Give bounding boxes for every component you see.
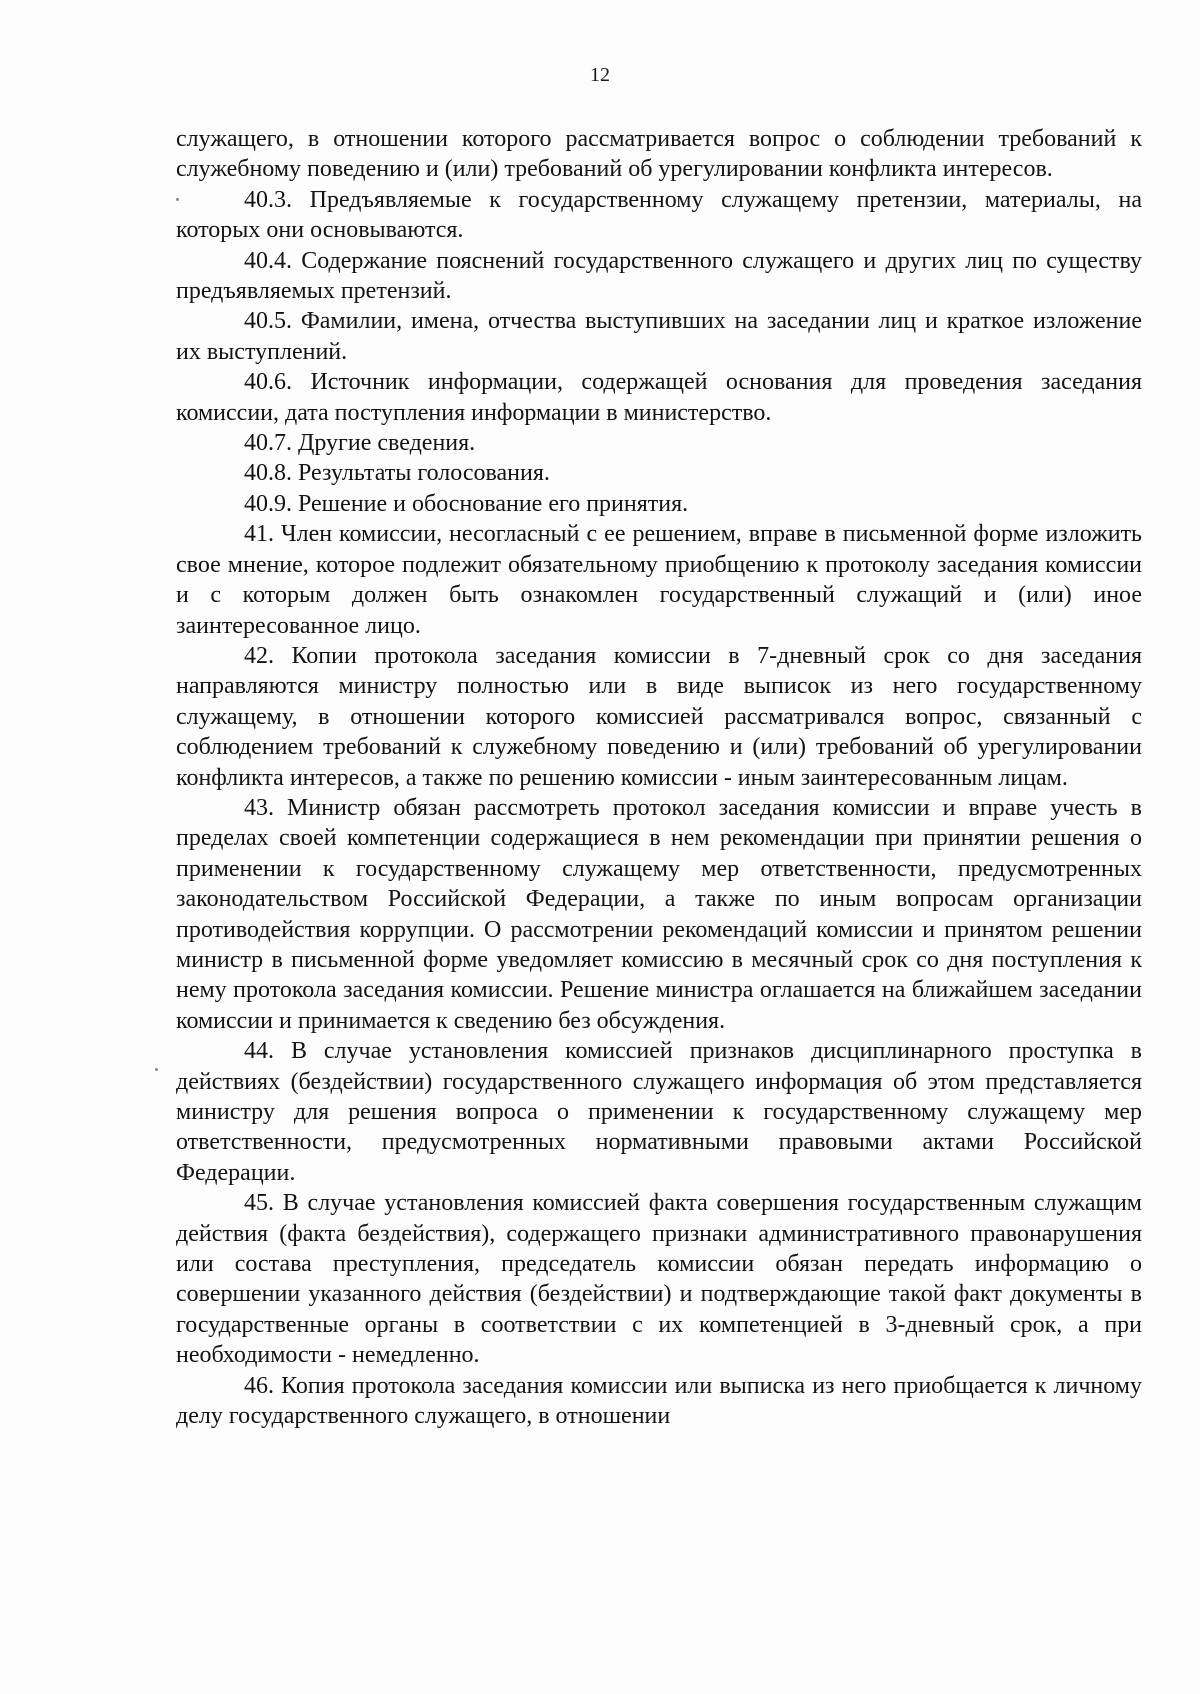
paragraph-continuation: служащего, в отношении которого рассматривается вопрос о соблюдении требований к служебному поведению и (или) требований об урегулировании конфликта интересов. — [176, 126, 1142, 183]
paragraph-41: 41. Член комиссии, несогласный с ее решением, вправе в письменной форме изложить свое мнение, которое подлежит обязательному приобщению к протоколу заседания комиссии и с которым должен быть ознакомлен государственный служащий и (или) иное заинтересованное лицо. — [176, 521, 1142, 639]
paragraph-46: 46. Копия протокола заседания комиссии или выписка из него приобщается к личному делу государственного служащего, в отношении — [176, 1372, 1142, 1430]
paragraph-40-7: 40.7. Другие сведения. — [244, 430, 476, 457]
paragraph-40-8: 40.8. Результаты голосования. — [244, 460, 550, 487]
document-body — [176, 124, 1142, 1431]
scan-speck — [176, 198, 179, 201]
paragraph-42: 42. Копии протокола заседания комиссии в 7-дневный срок со дня заседания направляются министру полностью или в виде выписок из него государственному служащему, в отношении которого комиссией рассматривался вопрос, связанный с соблюдением требований к служебному поведению и (или) требований об урегулировании конфликта интересов, а также по решению комиссии - иным заинтересованным лицам. — [176, 642, 1142, 791]
paragraph-40-6: 40.6. Источник информации, содержащей основания для проведения заседания комиссии, дата поступления информации в министерство. — [176, 369, 1142, 426]
page-number: 12 — [590, 64, 610, 86]
paragraph-43: 43. Министр обязан рассмотреть протокол заседания комиссии и вправе учесть в пределах своей компетенции содержащиеся в нем рекомендации при принятии решения о применении к государственному служащему мер ответственности, предусмотренных законодательством Российской Федерации, а также по иным вопросам организации противодействия коррупции. О рассмотрении рекомендаций комиссии и принятом решении министр в письменной форме уведомляет комиссию в месячный срок со дня поступления к нему протокола заседания комиссии. Решение министра оглашается на ближайшем заседании комиссии и принимается к сведению без обсуждения. — [176, 794, 1142, 1034]
paragraph-44: 44. В случае установления комиссией признаков дисциплинарного проступка в действиях (бездействии) государственного служащего информация об этом представляется министру для решения вопроса о применении к государственному служащему мер ответственности, предусмотренных нормативными правовыми актами Российской Федерации. — [176, 1038, 1142, 1186]
paragraph-40-9: 40.9. Решение и обоснование его принятия. — [244, 490, 689, 517]
paragraph-40-5: 40.5. Фамилии, имена, отчества выступивших на заседании лиц и краткое изложение их выступлений. — [176, 308, 1142, 365]
scan-speck — [155, 1068, 158, 1071]
paragraph-40-3: 40.3. Предъявляемые к государственному служащему претензии, материалы, на которых они основываются. — [176, 186, 1142, 244]
paragraph-40-4: 40.4. Содержание пояснений государственного служащего и других лиц по существу предъявляемых претензий. — [176, 247, 1142, 305]
paragraph-45: 45. В случае установления комиссией факта совершения государственным служащим действия (факта бездействия), содержащего признаки административного правонарушения или состава преступления, председатель комиссии обязан передать информацию о совершении указанного действия (бездействии) и подтверждающие такой факт документы в государственные органы в соответствии с их компетенцией в 3-дневный срок, а при необходимости - немедленно. — [176, 1190, 1142, 1369]
